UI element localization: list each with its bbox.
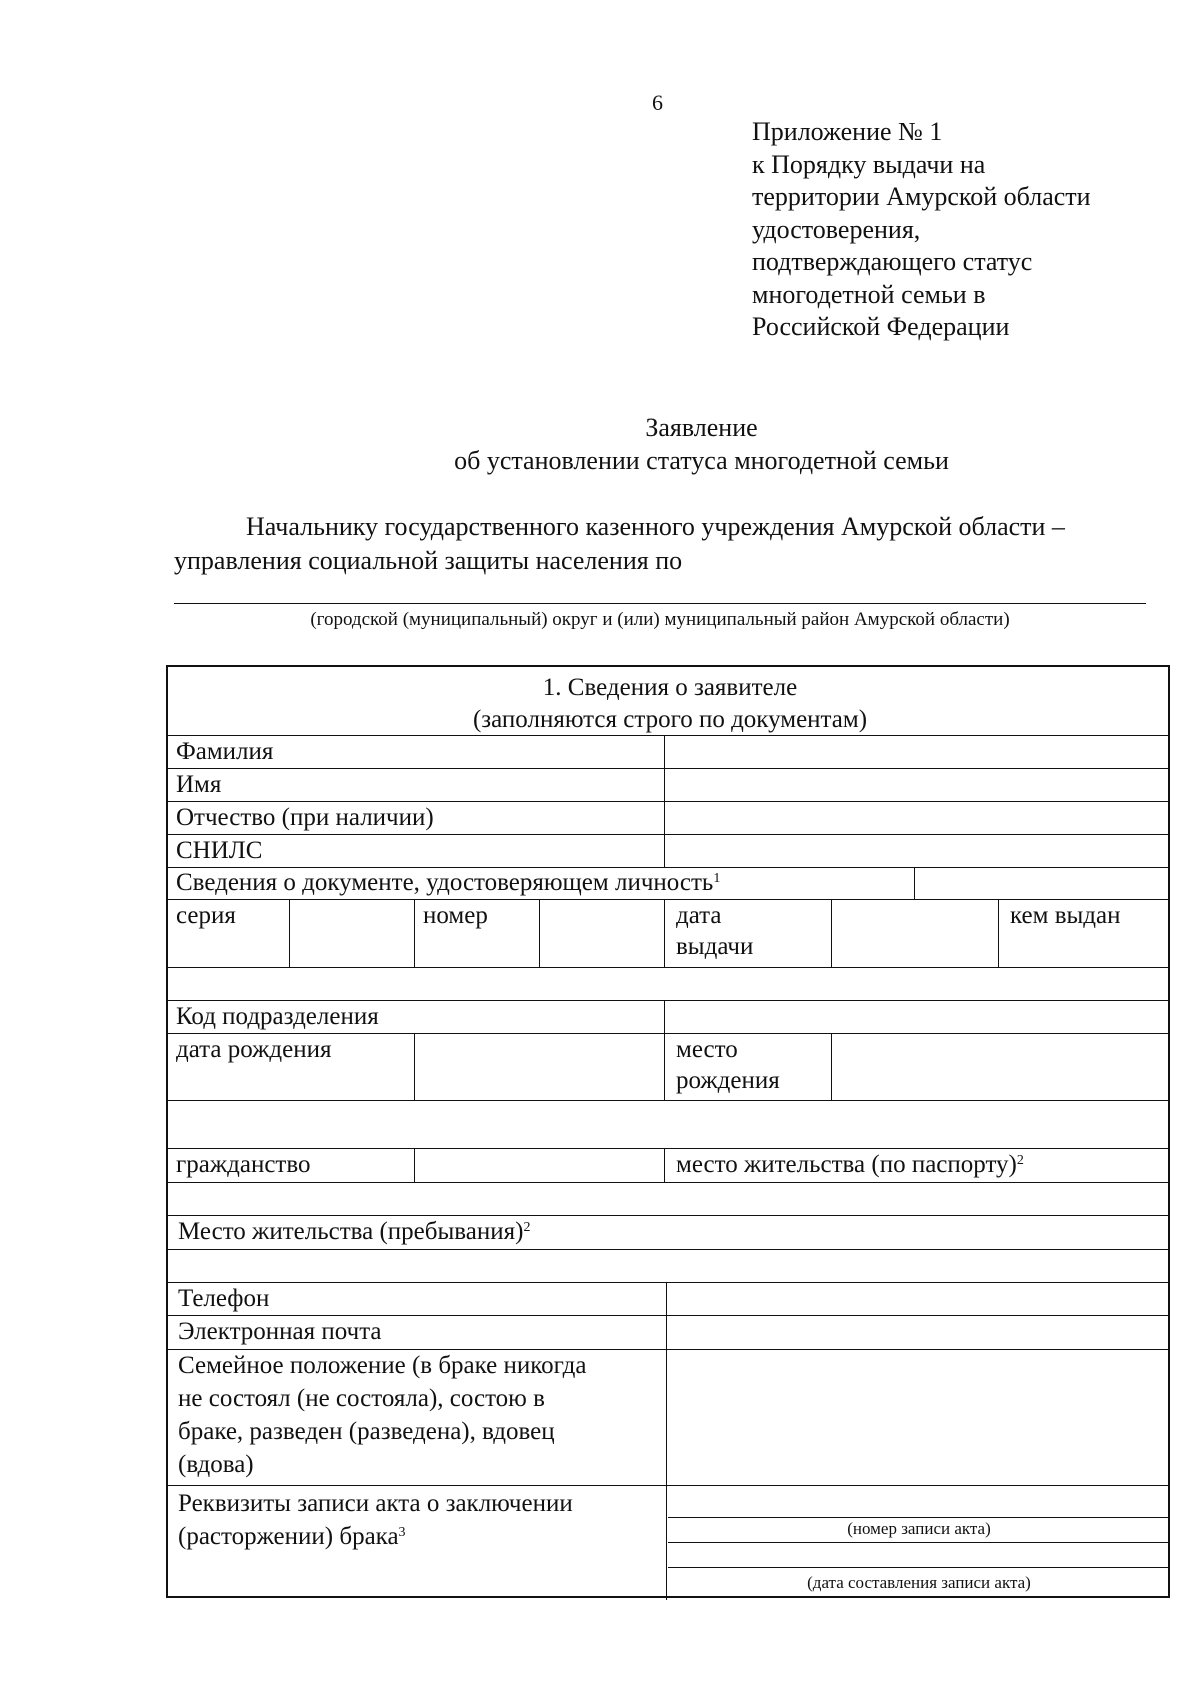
- residence-stay-text: Место жительства (пребывания): [178, 1218, 524, 1245]
- page-number: 6: [652, 90, 663, 115]
- citizenship-field[interactable]: [416, 1149, 663, 1181]
- residence-passport-text: место жительства (по паспорту): [676, 1151, 1017, 1178]
- marital-status-label: [178, 1349, 586, 1481]
- appendix-line: Российской Федерации: [752, 312, 1010, 341]
- number-field[interactable]: [541, 900, 663, 966]
- document-subtitle: об установлении статуса многодетной семьи: [454, 446, 949, 475]
- record-number-caption: (номер записи акта): [847, 1519, 991, 1538]
- marital-status-line: не состоял (не состояла), состою в: [178, 1385, 545, 1412]
- footnote-mark: 1: [713, 871, 721, 886]
- applicant-form-table: [166, 665, 1170, 1598]
- snils-field[interactable]: [666, 835, 1170, 866]
- record-number-field[interactable]: [668, 1486, 1170, 1516]
- addressee-line: Начальнику государственного казенного учреждения Амурской области –: [246, 512, 1065, 541]
- issue-date-field[interactable]: [833, 900, 997, 966]
- birth-date-field[interactable]: [416, 1034, 663, 1099]
- marriage-record-label: [178, 1487, 573, 1553]
- birth-place-label: [676, 1034, 780, 1096]
- appendix-block: [752, 116, 1091, 344]
- id-document-type-field[interactable]: [916, 868, 1170, 898]
- appendix-line: удостоверения,: [752, 214, 921, 244]
- footnote-mark: 2: [1016, 1153, 1024, 1168]
- phone-label: Телефон: [178, 1285, 270, 1312]
- district-caption: (городской (муниципальный) округ и (или) муниципальный район Амурской области): [310, 609, 1010, 630]
- footnote-mark: 2: [523, 1220, 531, 1235]
- residence-stay-field[interactable]: [168, 1250, 1170, 1281]
- surname-label: Фамилия: [176, 738, 274, 765]
- issue-date-line: выдачи: [676, 933, 754, 960]
- section-title: 1. Сведения о заявителе: [542, 674, 798, 701]
- id-document-text: Сведения о документе, удостоверяющем личность: [176, 869, 714, 896]
- series-field[interactable]: [291, 900, 413, 966]
- issue-date-line: дата: [676, 902, 722, 929]
- name-label: Имя: [176, 771, 222, 798]
- residence-stay-label: [178, 1216, 530, 1247]
- email-label: Электронная почта: [178, 1318, 382, 1345]
- phone-field[interactable]: [668, 1283, 1170, 1314]
- marital-status-line: Семейное положение (в браке никогда: [178, 1352, 587, 1379]
- document-title: Заявление: [645, 413, 758, 442]
- citizenship-label: гражданство: [176, 1151, 311, 1178]
- marriage-record-line: Реквизиты записи акта о заключении: [178, 1490, 573, 1517]
- appendix-line: Приложение № 1: [752, 117, 943, 146]
- issued-by-field[interactable]: [168, 968, 1170, 999]
- number-label: номер: [423, 902, 488, 929]
- appendix-line: подтверждающего статус: [752, 247, 1033, 276]
- record-date-field[interactable]: [668, 1543, 1170, 1566]
- appendix-line: многодетной семьи в: [752, 279, 986, 309]
- id-document-label: [176, 867, 720, 898]
- record-date-caption: (дата составления записи акта): [807, 1573, 1031, 1592]
- email-field[interactable]: [668, 1316, 1170, 1348]
- snils-label: СНИЛС: [176, 837, 263, 864]
- patronymic-field[interactable]: [666, 802, 1170, 833]
- marital-status-line: (вдова): [178, 1451, 254, 1478]
- district-input-line[interactable]: [174, 603, 1146, 604]
- birth-place-line: рождения: [676, 1067, 780, 1094]
- issue-date-label: [676, 900, 753, 962]
- birth-date-label: дата рождения: [176, 1036, 332, 1063]
- section-subtitle: (заполняются строго по документам): [472, 706, 868, 733]
- birth-place-field[interactable]: [833, 1034, 1170, 1099]
- addressee-line: управления социальной защиты населения по: [174, 546, 683, 575]
- patronymic-label: Отчество (при наличии): [176, 804, 434, 831]
- series-label: серия: [176, 902, 236, 929]
- addressee-block: [174, 510, 1065, 578]
- issued-by-label: кем выдан: [1010, 902, 1121, 929]
- footnote-mark: 3: [398, 1525, 406, 1540]
- residence-passport-field[interactable]: [168, 1183, 1170, 1214]
- marriage-record-line: [178, 1520, 573, 1553]
- residence-passport-label: [676, 1149, 1024, 1180]
- appendix-line: к Порядку выдачи на: [752, 149, 986, 179]
- birth-place-line: место: [676, 1036, 738, 1063]
- marriage-record-text: (расторжении) брака: [178, 1523, 399, 1550]
- marital-status-line: браке, разведен (разведена), вдовец: [178, 1418, 555, 1445]
- name-field[interactable]: [666, 769, 1170, 800]
- marital-status-field[interactable]: [668, 1350, 1170, 1484]
- appendix-line: территории Амурской области: [752, 182, 1091, 211]
- division-code-field[interactable]: [666, 1001, 1170, 1032]
- division-code-label: Код подразделения: [176, 1003, 379, 1030]
- birth-place-continued-field[interactable]: [168, 1101, 1170, 1147]
- surname-field[interactable]: [666, 736, 1170, 767]
